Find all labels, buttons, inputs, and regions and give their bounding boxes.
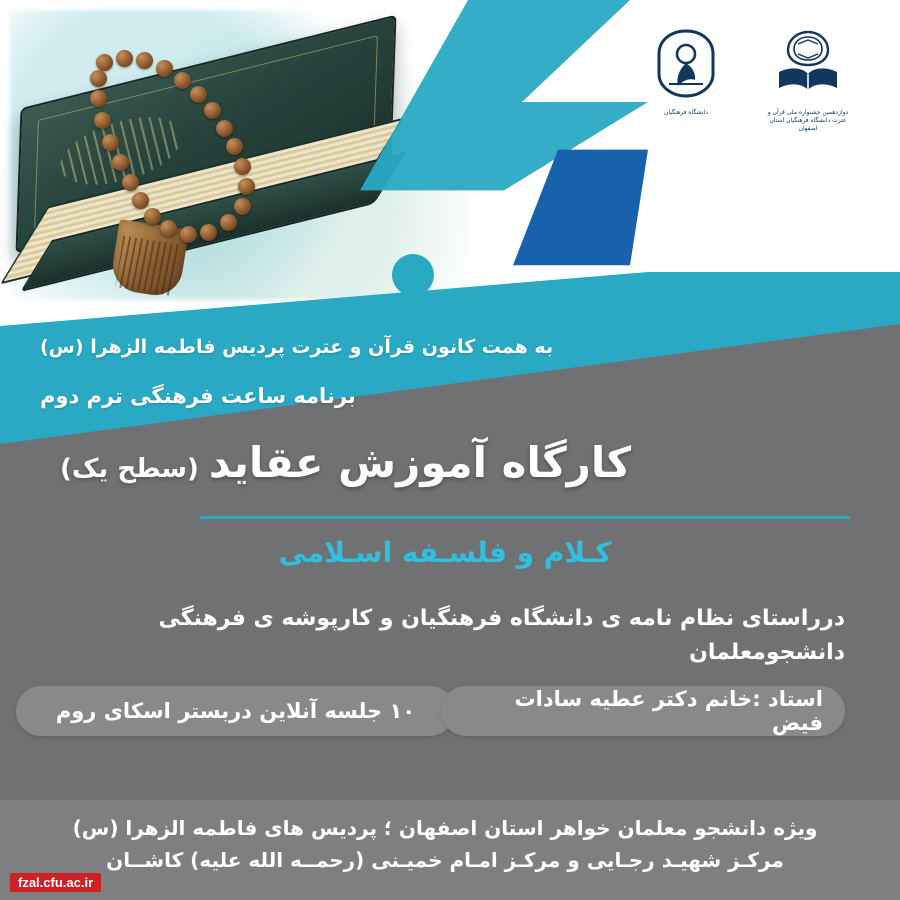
subtitle: کـلام و فلسـفه اسـلامی xyxy=(278,536,612,569)
sessions-badge: ۱۰ جلسه آنلاین دربستر اسکای روم xyxy=(16,686,455,736)
footer-line-1: ویژه دانشجو معلمان خواهر استان اصفهان ؛ پردیس های فاطمه الزهرا (س) xyxy=(72,816,818,840)
program-line: برنامه ساعت فرهنگی ترم دوم xyxy=(40,384,356,408)
title-underline xyxy=(200,516,850,519)
quran-etrat-logo-caption: دوازدهمین جشنواره ملی قرآن و عترت دانشگاه فرهنگیان استان اصفهان xyxy=(767,109,849,132)
title-level-badge: (سطح یک) xyxy=(60,454,199,484)
website-watermark: fzal.cfu.ac.ir xyxy=(10,873,101,892)
page-title: کارگاه آموزش عقاید xyxy=(208,438,632,487)
title-row xyxy=(60,438,900,487)
description-text: درراستای نظام نامه ی دانشگاه فرهنگیان و کارپوشه ی فرهنگی دانشجومعلمان xyxy=(158,606,845,666)
footer-line-2: مرکـز شهیـد رجـایی و مرکـز امـام خمیـنی (رحمــه الله علیه) کاشــان xyxy=(106,848,784,872)
teacher-badge: استاد :خانم دکتر عطیه سادات فیض xyxy=(441,686,845,736)
footer-text xyxy=(50,812,840,876)
sponsor-line: به همت کانون قرآن و عترت پردیس فاطمه الزهرا (س) xyxy=(40,336,554,358)
farhangian-university-logo-caption: دانشگاه فرهنگیان xyxy=(663,109,709,116)
